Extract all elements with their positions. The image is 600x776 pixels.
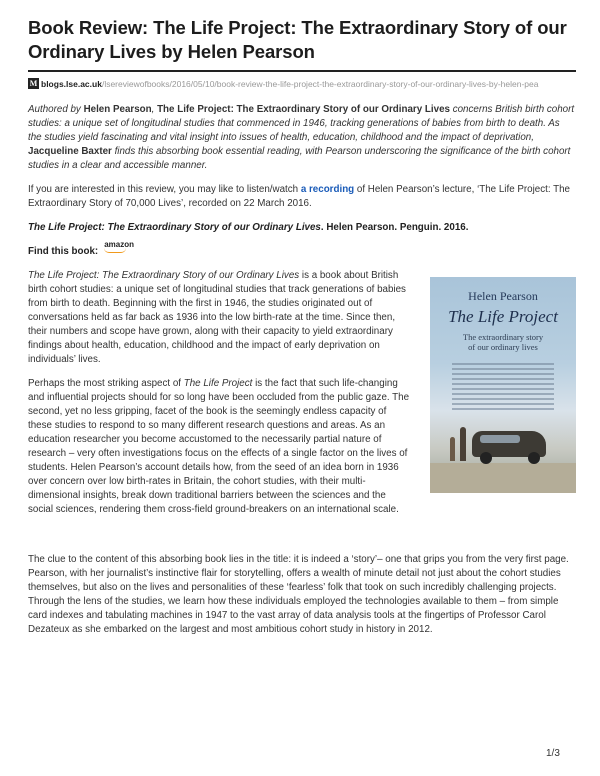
cover-subtitle-line-1: The extraordinary story: [462, 332, 544, 342]
intro-text-1: concerns British birth cohort studies: a unique set of longitudinal studies that commenced in 1946, tracking generations of babies from birth to death. As the studies yield fascinating and vital insight into issues of health, education, childhood and the impact of deprivation,: [28, 104, 575, 143]
cover-subtitle: [430, 332, 576, 352]
find-label: Find this book:: [28, 246, 99, 257]
amazon-link[interactable]: [104, 241, 134, 253]
article-title: Book Review: The Life Project: The Extraordinary Story of our Ordinary Lives by Helen Pearson: [28, 17, 567, 62]
p2-book-title: The Life Project: [183, 378, 253, 389]
title-divider: [28, 70, 576, 72]
body-column: [28, 269, 410, 517]
book-cover-image: [430, 277, 576, 493]
cover-car-wheel-rear: [528, 452, 540, 464]
recording-after: of Helen Pearson’s lecture, ‘The Life Project: The Extraordinary Story of 70,000 Lives’, recorded on 22 March 2016.: [28, 184, 570, 209]
find-this-book: [28, 240, 576, 257]
book-citation: [28, 221, 576, 235]
p1-text: is a book about British birth cohort studies: a unique set of longitudinal studies that track generations of babies from birth to death. Beginning with the first in 1946, the studies originated out of conversations held as far back as 1936 into the low birth-rate at the time. Since then, their numbers and scope have grown, along with their capacity to yield extraordinary findings about health, education, childhood and the impact of early deprivation on individuals’ lives.: [28, 270, 406, 365]
p2-text: is the fact that such life-changing and influential projects should for so long have been occluded from the public gaze. The second, yet no less gripping, facet of the book is the seemingly endless capacity of these studies to respond to so many different research questions and areas. As an education researcher you become accustomed to the necessarily partial nature of research – very often investigations focus on the effects of a single factor on the lives of students. Helen Pearson’s account details how, from the seed of an idea born in 1936 over concern over low birth-rates in Britain, the cohort studies, with their multi-dimensional insights, break down traditional barriers between the sciences and the social sciences, rendering them cross-field ground-breakers on an international scale.: [28, 378, 410, 515]
body-paragraph-2: [28, 377, 410, 517]
cover-beach: [430, 463, 576, 493]
body-paragraph-1: [28, 269, 410, 367]
site-favicon-icon: M: [29, 79, 38, 88]
intro-authored-by: Authored by: [28, 104, 84, 115]
amazon-logo-text: amazon: [104, 240, 134, 249]
cover-author: Helen Pearson: [468, 289, 538, 303]
recording-before: If you are interested in this review, you may like to listen/watch: [28, 184, 301, 195]
intro-book-title: The Life Project: The Extraordinary Story of our Ordinary Lives: [157, 104, 450, 115]
document-page: [28, 16, 576, 637]
p2-before: Perhaps the most striking aspect of: [28, 378, 184, 389]
body-paragraph-3: The clue to the content of this absorbing book lies in the title: it is indeed a ‘story’– one that grips you from the very first page. Pearson, with her journalist’s instinctive flair for storytelling, offers a wealth of minute detail not just about the cohort studies themselves, but also on the lives and personalities of these ‘fearless’ folk that took on such incredibly challenging projects. Through the lens of the studies, we learn how these individuals employed the technologies available to them – from simple card indexes and tabulating machines in 1947 to the vast array of data analysis tools at the fingertips of Professor Carol Dezateux as she embarked on the largest and most ambitious cohort study in history in 2012.: [28, 554, 569, 635]
cover-child-figure: [450, 437, 455, 461]
cover-blurb: [452, 363, 554, 413]
intro-text-2: finds this absorbing book essential reading, with Pearson underscoring the significance of the birth cohort studies in a clear and accessible manner.: [28, 146, 571, 171]
url-host: blogs.lse.ac.uk: [41, 78, 102, 89]
intro-comma: ,: [151, 104, 158, 115]
recording-paragraph: [28, 183, 576, 211]
intro-paragraph: [28, 103, 576, 173]
url-path: /lsereviewofbooks/2016/05/10/book-review-the-life-project-the-extraordinary-story-of-our-ordinary-lives-by-helen-pea: [101, 78, 539, 89]
body-with-cover: [28, 269, 576, 539]
cover-subtitle-line-2: of our ordinary lives: [468, 342, 538, 352]
p1-book-title: The Life Project: The Extraordinary Story of our Ordinary Lives: [28, 270, 300, 281]
citation-rest: . Helen Pearson. Penguin. 2016.: [320, 222, 469, 233]
page-number: 1/3: [546, 748, 560, 759]
intro-author: Helen Pearson: [83, 104, 152, 115]
source-url[interactable]: [28, 78, 576, 89]
recording-link[interactable]: a recording: [300, 184, 355, 195]
citation-title: The Life Project: The Extraordinary Story of our Ordinary Lives: [28, 222, 321, 233]
cover-title: The Life Project: [448, 307, 558, 326]
intro-reviewer: Jacqueline Baxter: [28, 146, 112, 157]
cover-adult-figure: [460, 427, 466, 461]
cover-car-wheel-front: [480, 452, 492, 464]
